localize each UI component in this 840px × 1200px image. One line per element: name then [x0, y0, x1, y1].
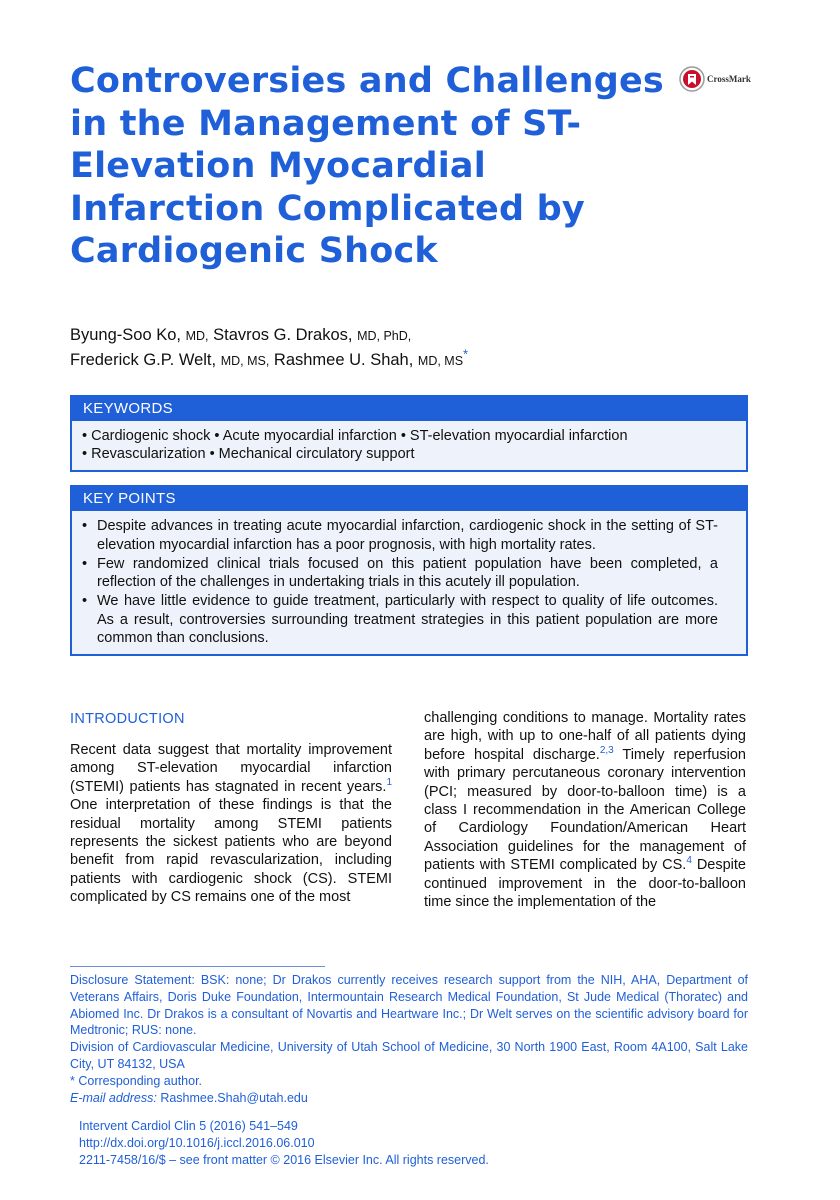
email-label: E-mail address: — [70, 1090, 157, 1105]
author-degree: MD, MS, — [220, 354, 270, 368]
email-link[interactable]: Rashmee.Shah@utah.edu — [160, 1090, 308, 1105]
crossmark-badge[interactable] — [679, 66, 751, 92]
crossmark-label: CrossMark — [707, 74, 751, 84]
key-points-box — [70, 485, 748, 656]
body-column-left — [70, 709, 392, 907]
author-name: Frederick G.P. Welt, — [70, 351, 217, 369]
crossmark-icon — [679, 66, 705, 92]
body-column-right — [424, 709, 746, 911]
section-heading-introduction: INTRODUCTION — [70, 711, 185, 727]
body-text: challenging conditions to manage. Mortality rates are high, with up to one-half of all patients dying before hospital discharge. — [424, 710, 746, 763]
key-point-text: Despite advances in treating acute myocardial infarction, cardiogenic shock in the setting of ST-elevation myocardial infarction has a poor prognosis, with high mortality rates. — [97, 518, 718, 553]
body-text: Despite continued improvement in the door-to-balloon time since the implementation of the — [424, 857, 746, 911]
author-list — [70, 323, 750, 373]
body-text: Timely reperfusion with primary percutaneous coronary intervention (PCI; measured by door-to-balloon time) is a class I recommendation in the American College of Cardiology Foundation/American Heart Association guidelines for the management of patients with STEMI complicated by CS. — [424, 746, 746, 874]
reference-link[interactable]: 1 — [386, 776, 392, 788]
keywords-line: • Revascularization • Mechanical circulatory support — [82, 446, 415, 462]
key-points-list — [72, 511, 746, 648]
journal-citation: Intervent Cardiol Clin 5 (2016) 541–549 — [79, 1119, 298, 1133]
corresponding-author-note: * Corresponding author. — [70, 1073, 203, 1088]
bullet-marker: • — [82, 518, 88, 534]
bullet-marker: • — [82, 593, 88, 609]
bullet-marker: • — [82, 555, 88, 572]
author-degree: MD, PhD, — [357, 329, 412, 343]
author-degree: MD, — [185, 329, 209, 343]
keywords-line: • Cardiogenic shock • Acute myocardial infarction • ST-elevation myocardial infarction — [82, 428, 628, 444]
reference-link[interactable]: 4 — [686, 855, 692, 867]
reference-link[interactable]: 2,3 — [599, 744, 614, 756]
disclosure-statement: Disclosure Statement: BSK: none; Dr Drakos currently receives research support from the NIH, AHA, Department of Veterans Affairs, Doris Duke Foundation, Intermountain Research Medical Foundation, St Jude Medical (Thoratec) and Abiomed Inc. Dr Drakos is a consultant of Novartis and Heartware Inc.; Dr Welt serves on the scientific advisory board for Medtronic; RUS: none. — [70, 973, 748, 1038]
key-point-text: We have little evidence to guide treatment, particularly with respect to quality of life outcomes. As a result, controversies surrounding treatment strategies in this patient population are more common than conclusions. — [97, 593, 718, 646]
article-title: Controversies and Challenges in the Management of ST-Elevation Myocardial Infarction Complicated by Cardiogenic Shock — [70, 61, 664, 271]
author-name: Rashmee U. Shah, — [273, 351, 414, 369]
author-degree: MD, MS — [417, 354, 464, 368]
copyright-line: 2211-7458/16/$ – see front matter © 2016 Elsevier Inc. All rights reserved. — [79, 1153, 489, 1167]
keywords-list — [72, 421, 746, 463]
corresponding-author-mark[interactable]: * — [463, 346, 469, 362]
key-point-item — [82, 555, 718, 592]
citation-block — [79, 1118, 489, 1169]
key-points-heading: KEY POINTS — [72, 487, 746, 511]
doi-link[interactable]: http://dx.doi.org/10.1016/j.iccl.2016.06.010 — [79, 1136, 315, 1150]
body-paragraph — [70, 741, 392, 907]
key-point-item — [82, 517, 718, 554]
keywords-box — [70, 395, 748, 472]
footnotes — [70, 972, 748, 1106]
body-text: One interpretation of these findings is that the residual mortality among STEMI patients represents the sickest patients who are beyond benefit from rapid revascularization, including patients with cardiogenic shock (CS). STEMI complicated by CS remains one of the most — [70, 797, 392, 906]
footnote-divider — [70, 966, 325, 967]
email-line — [70, 1090, 748, 1107]
author-name: Byung-Soo Ko, — [70, 326, 181, 344]
keywords-heading: KEYWORDS — [72, 397, 746, 421]
key-point-text: Few randomized clinical trials focused on this patient population have been completed, a reflection of the challenges in undertaking trials in this acutely ill population. — [97, 555, 718, 590]
key-point-item — [82, 592, 718, 648]
body-text: Recent data suggest that mortality improvement among ST-elevation myocardial infarction (STEMI) patients has stagnated in recent years. — [70, 742, 392, 795]
body-paragraph-continued — [424, 709, 746, 911]
affiliation: Division of Cardiovascular Medicine, University of Utah School of Medicine, 30 North 1900 East, Room 4A100, Salt Lake City, UT 84132, USA — [70, 1040, 748, 1071]
author-name: Stavros G. Drakos, — [213, 326, 353, 344]
